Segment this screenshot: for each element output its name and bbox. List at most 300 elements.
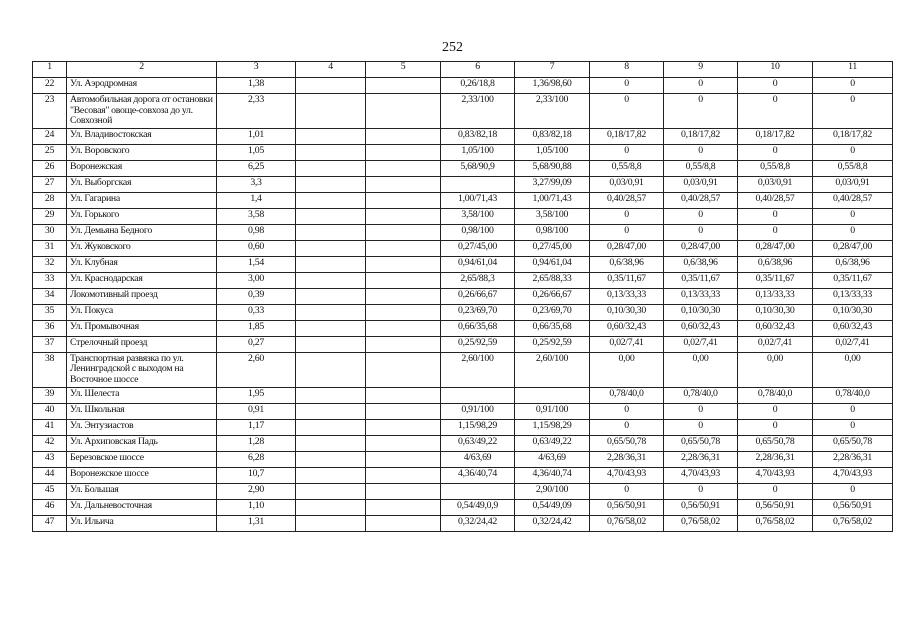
value-cell [366, 320, 441, 336]
value-cell: 0,35/11,67 [738, 272, 813, 288]
value-cell: 0,18/17,82 [738, 128, 813, 144]
value-cell: 2,65/88,33 [515, 272, 590, 288]
value-cell [296, 451, 366, 467]
value-cell: 0 [813, 78, 893, 94]
value-cell: 0,28/47,00 [813, 240, 893, 256]
value-cell: 0 [590, 144, 664, 160]
table-row [33, 467, 893, 483]
column-header-11: 11 [813, 62, 893, 78]
value-cell: 0,13/33,33 [590, 288, 664, 304]
value-cell: 0,91 [217, 403, 296, 419]
value-cell [441, 387, 515, 403]
column-header-4: 4 [296, 62, 366, 78]
value-cell: 2,60/100 [515, 352, 590, 387]
value-cell: 0,03/0,91 [813, 176, 893, 192]
value-cell: 2,65/88,3 [441, 272, 515, 288]
value-cell: 0,56/50,91 [813, 499, 893, 515]
row-number-cell: 27 [33, 176, 67, 192]
value-cell: 5,68/90,9 [441, 160, 515, 176]
page-number: 252 [442, 40, 463, 55]
row-number-cell: 46 [33, 499, 67, 515]
value-cell: 2,28/36,31 [813, 451, 893, 467]
street-name-cell: Воронежское шоссе [67, 467, 217, 483]
value-cell [441, 483, 515, 499]
row-number-cell: 23 [33, 94, 67, 129]
column-header-3: 3 [217, 62, 296, 78]
value-cell: 0,35/11,67 [664, 272, 738, 288]
value-cell [296, 320, 366, 336]
value-cell: 0,65/50,78 [664, 435, 738, 451]
row-number-cell: 25 [33, 144, 67, 160]
street-name-cell: Ул. Горького [67, 208, 217, 224]
row-number-cell: 29 [33, 208, 67, 224]
row-number-cell: 38 [33, 352, 67, 387]
value-cell: 0,54/49,09 [515, 499, 590, 515]
value-cell [296, 160, 366, 176]
table-row [33, 387, 893, 403]
value-cell [366, 94, 441, 129]
street-name-cell: Ул. Ильича [67, 515, 217, 531]
value-cell: 0,02/7,41 [664, 336, 738, 352]
value-cell: 0,18/17,82 [664, 128, 738, 144]
value-cell: 0 [590, 483, 664, 499]
value-cell: 2,60/100 [441, 352, 515, 387]
value-cell [296, 499, 366, 515]
value-cell: 0,35/11,67 [813, 272, 893, 288]
value-cell: 0,98 [217, 224, 296, 240]
value-cell [366, 467, 441, 483]
value-cell: 0,65/50,78 [738, 435, 813, 451]
row-number-cell: 39 [33, 387, 67, 403]
value-cell: 0,60/32,43 [738, 320, 813, 336]
row-number-cell: 24 [33, 128, 67, 144]
column-header-2: 2 [67, 62, 217, 78]
table-row [33, 78, 893, 94]
value-cell: 0,32/24,42 [515, 515, 590, 531]
value-cell [366, 240, 441, 256]
value-cell: 5,68/90,88 [515, 160, 590, 176]
value-cell [366, 78, 441, 94]
value-cell: 0,40/28,57 [590, 192, 664, 208]
value-cell [296, 256, 366, 272]
value-cell [515, 387, 590, 403]
value-cell: 0 [813, 144, 893, 160]
street-name-cell: Ул. Клубная [67, 256, 217, 272]
value-cell: 0,26/18,8 [441, 78, 515, 94]
table-row [33, 160, 893, 176]
value-cell: 0,27/45,00 [441, 240, 515, 256]
value-cell: 0,55/8,8 [813, 160, 893, 176]
table-row [33, 192, 893, 208]
table-row [33, 515, 893, 531]
value-cell: 0,40/28,57 [664, 192, 738, 208]
table-row [33, 288, 893, 304]
value-cell [366, 144, 441, 160]
value-cell: 0,00 [738, 352, 813, 387]
value-cell [366, 336, 441, 352]
row-number-cell: 31 [33, 240, 67, 256]
value-cell: 0,76/58,02 [664, 515, 738, 531]
value-cell: 1,28 [217, 435, 296, 451]
value-cell: 2,33/100 [515, 94, 590, 129]
value-cell: 0,63/49,22 [441, 435, 515, 451]
row-number-cell: 33 [33, 272, 67, 288]
value-cell: 0,65/50,78 [813, 435, 893, 451]
table-row [33, 403, 893, 419]
value-cell: 0,91/100 [515, 403, 590, 419]
value-cell: 0,55/8,8 [664, 160, 738, 176]
street-name-cell: Ул. Воровского [67, 144, 217, 160]
value-cell: 4,70/43,93 [738, 467, 813, 483]
street-name-cell: Ул. Промывочная [67, 320, 217, 336]
value-cell: 0,6/38,96 [738, 256, 813, 272]
street-name-cell: Ул. Демьяна Бедного [67, 224, 217, 240]
value-cell: 3,00 [217, 272, 296, 288]
value-cell: 6,25 [217, 160, 296, 176]
value-cell [366, 176, 441, 192]
street-name-cell: Воронежская [67, 160, 217, 176]
value-cell: 0 [813, 224, 893, 240]
value-cell: 0,18/17,82 [590, 128, 664, 144]
value-cell: 0 [813, 483, 893, 499]
header-row [33, 62, 893, 78]
row-number-cell: 44 [33, 467, 67, 483]
value-cell: 1,38 [217, 78, 296, 94]
value-cell: 0,03/0,91 [738, 176, 813, 192]
row-number-cell: 34 [33, 288, 67, 304]
value-cell: 0,23/69,70 [441, 304, 515, 320]
value-cell: 0 [664, 483, 738, 499]
value-cell: 0 [590, 78, 664, 94]
value-cell [296, 94, 366, 129]
table-row [33, 128, 893, 144]
value-cell: 1,00/71,43 [441, 192, 515, 208]
value-cell [366, 128, 441, 144]
value-cell [366, 288, 441, 304]
value-cell: 0 [813, 208, 893, 224]
column-header-6: 6 [441, 62, 515, 78]
value-cell: 0,78/40,0 [813, 387, 893, 403]
value-cell [296, 336, 366, 352]
value-cell [366, 419, 441, 435]
value-cell: 2,90/100 [515, 483, 590, 499]
value-cell: 0,6/38,96 [664, 256, 738, 272]
value-cell: 0,91/100 [441, 403, 515, 419]
value-cell: 0 [738, 208, 813, 224]
value-cell: 4/63,69 [441, 451, 515, 467]
value-cell: 0,56/50,91 [590, 499, 664, 515]
value-cell: 0,27 [217, 336, 296, 352]
value-cell: 0,39 [217, 288, 296, 304]
value-cell: 0,98/100 [515, 224, 590, 240]
value-cell: 0,78/40,0 [664, 387, 738, 403]
table-row [33, 240, 893, 256]
row-number-cell: 45 [33, 483, 67, 499]
street-name-cell: Ул. Владивостокская [67, 128, 217, 144]
value-cell [441, 176, 515, 192]
value-cell: 6,28 [217, 451, 296, 467]
value-cell: 0,94/61,04 [515, 256, 590, 272]
table-row [33, 419, 893, 435]
value-cell: 0,63/49,22 [515, 435, 590, 451]
value-cell: 0,94/61,04 [441, 256, 515, 272]
value-cell [296, 515, 366, 531]
value-cell [296, 224, 366, 240]
value-cell [296, 304, 366, 320]
value-cell: 0 [813, 419, 893, 435]
value-cell: 0,02/7,41 [590, 336, 664, 352]
value-cell: 0,60 [217, 240, 296, 256]
street-name-cell: Автомобильная дорога от остановки "Весовая" овоще-совхоза до ул. Совхозной [67, 94, 217, 129]
value-cell [366, 208, 441, 224]
value-cell: 0 [664, 144, 738, 160]
table-row [33, 336, 893, 352]
value-cell: 0,10/30,30 [664, 304, 738, 320]
value-cell: 1,01 [217, 128, 296, 144]
value-cell: 0,76/58,02 [590, 515, 664, 531]
street-name-cell: Ул. Дальневосточная [67, 499, 217, 515]
value-cell [366, 387, 441, 403]
value-cell: 3,3 [217, 176, 296, 192]
value-cell: 1,54 [217, 256, 296, 272]
value-cell: 1,10 [217, 499, 296, 515]
value-cell: 1,05/100 [441, 144, 515, 160]
table-header [33, 62, 893, 78]
value-cell [366, 451, 441, 467]
value-cell [366, 515, 441, 531]
value-cell: 0,66/35,68 [515, 320, 590, 336]
value-cell: 0,40/28,57 [738, 192, 813, 208]
column-header-1: 1 [33, 62, 67, 78]
table-row [33, 483, 893, 499]
value-cell: 3,58 [217, 208, 296, 224]
value-cell: 0 [738, 94, 813, 129]
value-cell [296, 78, 366, 94]
value-cell [296, 467, 366, 483]
row-number-cell: 28 [33, 192, 67, 208]
value-cell: 3,58/100 [441, 208, 515, 224]
value-cell: 0,78/40,0 [590, 387, 664, 403]
column-header-5: 5 [366, 62, 441, 78]
value-cell: 0,02/7,41 [738, 336, 813, 352]
value-cell: 1,00/71,43 [515, 192, 590, 208]
value-cell: 0 [664, 208, 738, 224]
value-cell: 0,00 [664, 352, 738, 387]
value-cell: 3,27/99,09 [515, 176, 590, 192]
value-cell: 0,03/0,91 [664, 176, 738, 192]
value-cell [366, 352, 441, 387]
value-cell [366, 224, 441, 240]
value-cell [366, 403, 441, 419]
value-cell: 2,28/36,31 [590, 451, 664, 467]
value-cell: 0,55/8,8 [738, 160, 813, 176]
value-cell: 0 [664, 94, 738, 129]
value-cell [366, 160, 441, 176]
value-cell: 0 [664, 403, 738, 419]
value-cell: 0 [738, 419, 813, 435]
value-cell: 0,83/82,18 [441, 128, 515, 144]
value-cell: 0 [664, 78, 738, 94]
table-row [33, 94, 893, 129]
value-cell: 0 [590, 403, 664, 419]
column-header-9: 9 [664, 62, 738, 78]
street-name-cell: Ул. Архиповская Падь [67, 435, 217, 451]
value-cell: 2,33 [217, 94, 296, 129]
value-cell: 2,28/36,31 [664, 451, 738, 467]
value-cell: 0,25/92,59 [515, 336, 590, 352]
value-cell: 0 [738, 144, 813, 160]
value-cell [296, 240, 366, 256]
table-row [33, 208, 893, 224]
value-cell: 0,60/32,43 [813, 320, 893, 336]
table-row [33, 256, 893, 272]
value-cell: 0,76/58,02 [813, 515, 893, 531]
value-cell: 0,03/0,91 [590, 176, 664, 192]
row-number-cell: 43 [33, 451, 67, 467]
value-cell [366, 256, 441, 272]
row-number-cell: 22 [33, 78, 67, 94]
street-name-cell: Ул. Аэродромная [67, 78, 217, 94]
value-cell [296, 176, 366, 192]
value-cell: 0,18/17,82 [813, 128, 893, 144]
value-cell: 2,33/100 [441, 94, 515, 129]
table-row [33, 352, 893, 387]
value-cell: 0 [738, 483, 813, 499]
value-cell: 1,17 [217, 419, 296, 435]
row-number-cell: 41 [33, 419, 67, 435]
value-cell: 0 [590, 208, 664, 224]
value-cell: 2,28/36,31 [738, 451, 813, 467]
street-name-cell: Локомотивный проезд [67, 288, 217, 304]
table-row [33, 435, 893, 451]
data-table [32, 61, 893, 532]
value-cell: 0,40/28,57 [813, 192, 893, 208]
street-name-cell: Ул. Жуковского [67, 240, 217, 256]
table-row [33, 320, 893, 336]
value-cell: 0,56/50,91 [664, 499, 738, 515]
value-cell: 4,36/40,74 [441, 467, 515, 483]
value-cell: 0,13/33,33 [738, 288, 813, 304]
street-name-cell: Ул. Покуса [67, 304, 217, 320]
value-cell [366, 483, 441, 499]
value-cell: 0,78/40,0 [738, 387, 813, 403]
street-name-cell: Ул. Школьная [67, 403, 217, 419]
value-cell: 0 [813, 403, 893, 419]
street-name-cell: Транспортная развязка по ул. Ленинградской с выходом на Восточное шоссе [67, 352, 217, 387]
value-cell: 0 [664, 419, 738, 435]
value-cell: 1,4 [217, 192, 296, 208]
value-cell [296, 419, 366, 435]
value-cell: 0 [813, 94, 893, 129]
value-cell: 0,60/32,43 [590, 320, 664, 336]
value-cell: 0 [590, 224, 664, 240]
value-cell: 0,55/8,8 [590, 160, 664, 176]
value-cell: 0,33 [217, 304, 296, 320]
value-cell: 0,28/47,00 [738, 240, 813, 256]
value-cell: 0,26/66,67 [441, 288, 515, 304]
value-cell: 4,36/40,74 [515, 467, 590, 483]
value-cell: 0 [738, 224, 813, 240]
street-name-cell: Стрелочный проезд [67, 336, 217, 352]
row-number-cell: 40 [33, 403, 67, 419]
value-cell [296, 352, 366, 387]
street-name-cell: Ул. Большая [67, 483, 217, 499]
value-cell: 0,10/30,30 [738, 304, 813, 320]
value-cell: 0 [590, 419, 664, 435]
value-cell: 0,25/92,59 [441, 336, 515, 352]
row-number-cell: 47 [33, 515, 67, 531]
value-cell: 1,36/98,60 [515, 78, 590, 94]
value-cell: 0,98/100 [441, 224, 515, 240]
row-number-cell: 32 [33, 256, 67, 272]
street-name-cell: Ул. Энтузиастов [67, 419, 217, 435]
row-number-cell: 37 [33, 336, 67, 352]
value-cell: 3,58/100 [515, 208, 590, 224]
value-cell: 0 [738, 78, 813, 94]
value-cell: 0,32/24,42 [441, 515, 515, 531]
value-cell [296, 272, 366, 288]
table-row [33, 499, 893, 515]
row-number-cell: 30 [33, 224, 67, 240]
value-cell [296, 403, 366, 419]
value-cell: 1,05 [217, 144, 296, 160]
value-cell [296, 192, 366, 208]
value-cell: 0,66/35,68 [441, 320, 515, 336]
value-cell: 1,15/98,29 [515, 419, 590, 435]
row-number-cell: 42 [33, 435, 67, 451]
value-cell [366, 272, 441, 288]
value-cell: 0,54/49,0,9 [441, 499, 515, 515]
value-cell: 0,10/30,30 [590, 304, 664, 320]
value-cell: 4,70/43,93 [590, 467, 664, 483]
value-cell: 1,15/98,29 [441, 419, 515, 435]
value-cell: 4,70/43,93 [664, 467, 738, 483]
value-cell: 0,00 [590, 352, 664, 387]
value-cell: 0 [590, 94, 664, 129]
column-header-7: 7 [515, 62, 590, 78]
row-number-cell: 36 [33, 320, 67, 336]
value-cell: 0,27/45,00 [515, 240, 590, 256]
value-cell: 0,13/33,33 [813, 288, 893, 304]
value-cell [296, 435, 366, 451]
value-cell [296, 144, 366, 160]
street-name-cell: Березовское шоссе [67, 451, 217, 467]
table-row [33, 144, 893, 160]
value-cell: 0,28/47,00 [590, 240, 664, 256]
value-cell: 2,90 [217, 483, 296, 499]
table-row [33, 176, 893, 192]
value-cell [366, 435, 441, 451]
value-cell: 1,85 [217, 320, 296, 336]
column-header-8: 8 [590, 62, 664, 78]
value-cell: 2,60 [217, 352, 296, 387]
value-cell: 0,83/82,18 [515, 128, 590, 144]
value-cell: 0,23/69,70 [515, 304, 590, 320]
value-cell: 0 [664, 224, 738, 240]
value-cell: 0,6/38,96 [590, 256, 664, 272]
street-name-cell: Ул. Гагарина [67, 192, 217, 208]
value-cell: 0,00 [813, 352, 893, 387]
value-cell: 0,35/11,67 [590, 272, 664, 288]
street-name-cell: Ул. Шелеста [67, 387, 217, 403]
value-cell: 0,26/66,67 [515, 288, 590, 304]
value-cell: 0,65/50,78 [590, 435, 664, 451]
table-row [33, 224, 893, 240]
row-number-cell: 26 [33, 160, 67, 176]
value-cell [366, 304, 441, 320]
value-cell: 0,10/30,30 [813, 304, 893, 320]
row-number-cell: 35 [33, 304, 67, 320]
